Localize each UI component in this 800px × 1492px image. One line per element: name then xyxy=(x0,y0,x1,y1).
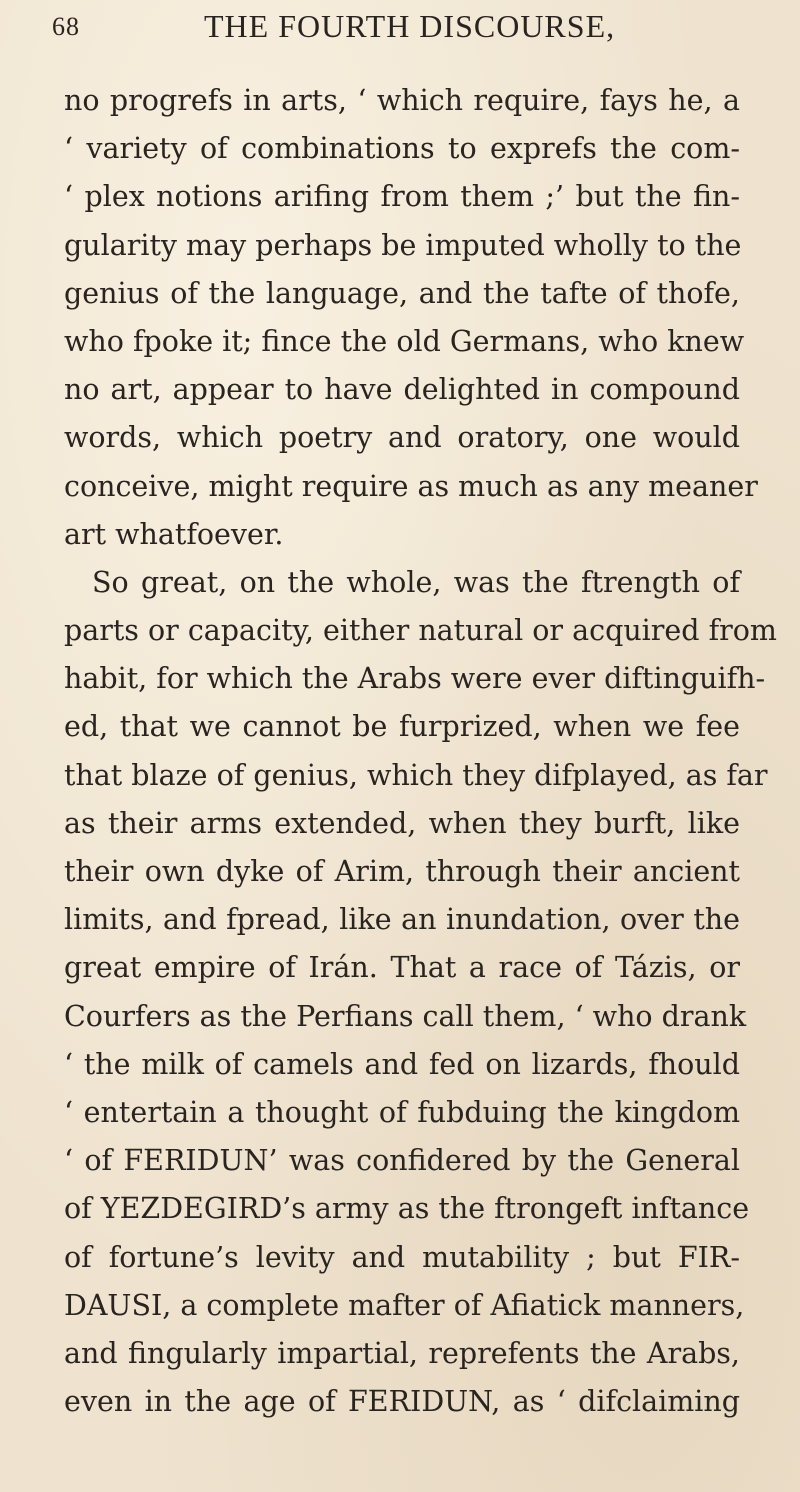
text-line: their own dyke of Arim, through their ancient xyxy=(64,855,740,888)
page-number: 68 xyxy=(52,12,80,41)
paragraph-1 xyxy=(64,77,758,559)
text-line: and fingularly impartial, reprefents the Arabs, xyxy=(64,1336,740,1370)
running-head: THE FOURTH DISCOURSE, xyxy=(204,8,616,44)
text-line: of YEZDEGIRD’s army as the ftrongeft inftance xyxy=(64,1192,750,1226)
text-line: So great, on the whole, was the ftrength of xyxy=(92,565,740,599)
text-line: ‘ the milk of camels and fed on lizards, fhould xyxy=(64,1047,740,1081)
text-line: DAUSI, a complete mafter of Afiatick manners, xyxy=(64,1288,745,1322)
text-line: even in the age of FERIDUN, as ‘ difclaiming xyxy=(64,1385,740,1419)
text-line: ‘ plex notions arifing from them ;’ but the fin- xyxy=(64,180,740,214)
text-line: Courfers as the Perfians call them, ‘ who drank xyxy=(64,999,747,1033)
text-line: who fpoke it; fince the old Germans, who knew xyxy=(64,324,745,358)
text-line: limits, and fpread, like an inundation, over the xyxy=(64,903,740,937)
text-line: genius of the language, and the tafte of thofe, xyxy=(64,276,740,310)
text-line: habit, for which the Arabs were ever diftinguifh- xyxy=(64,662,766,696)
text-line: parts or capacity, either natural or acquired from xyxy=(64,614,777,648)
body-text xyxy=(64,77,777,1426)
text-line: ‘ of FERIDUN’ was confidered by the General xyxy=(64,1144,740,1178)
text-line: conceive, might require as much as any meaner xyxy=(64,469,758,503)
text-line: that blaze of genius, which they difplayed, as far xyxy=(64,758,768,792)
text-line: art whatfoever. xyxy=(64,517,284,551)
text-line: words, which poetry and oratory, one would xyxy=(64,421,740,455)
paragraph-2 xyxy=(64,559,777,1426)
text-line: ed, that we cannot be furprized, when we fee xyxy=(64,710,740,744)
text-line: great empire of Irán. That a race of Tázis, or xyxy=(64,951,740,985)
text-line: of fortune’s levity and mutability ; but FIR- xyxy=(64,1240,740,1274)
text-line: ‘ variety of combinations to exprefs the com- xyxy=(64,132,740,166)
text-line: as their arms extended, when they burft, like xyxy=(64,806,740,840)
text-line: ‘ entertain a thought of fubduing the kingdom xyxy=(64,1095,740,1129)
text-line: no art, appear to have delighted in compound xyxy=(64,373,740,407)
page-header xyxy=(52,4,752,52)
text-line: gularity may perhaps be imputed wholly to the xyxy=(64,228,742,262)
text-line: no progrefs in arts, ‘ which require, fays he, a xyxy=(64,84,740,117)
